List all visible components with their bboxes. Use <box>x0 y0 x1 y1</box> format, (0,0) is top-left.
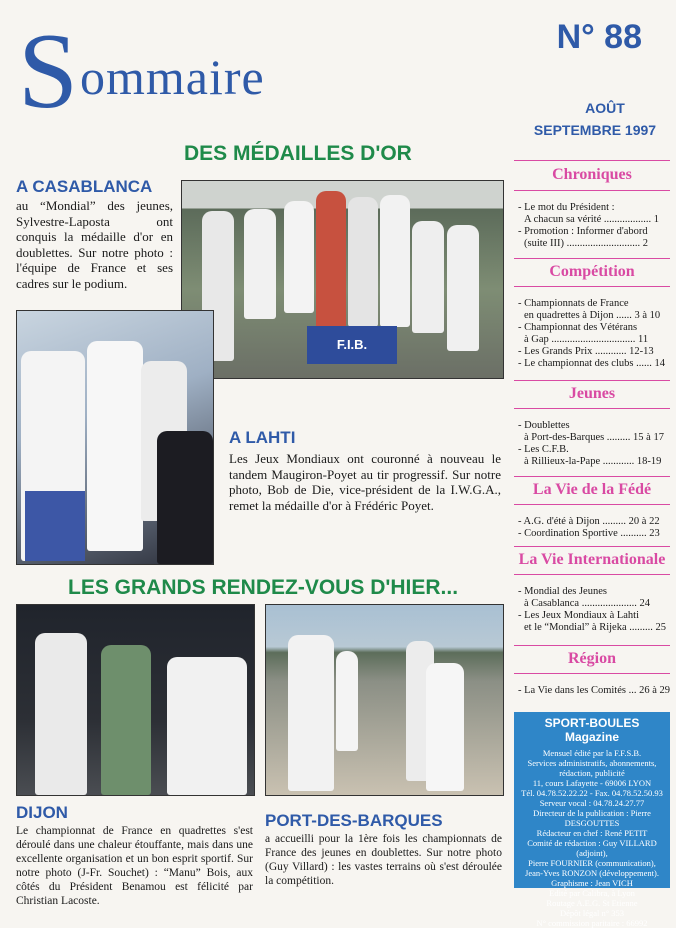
divider <box>514 380 670 381</box>
toc-line: - Mondial des Jeunes <box>518 586 607 597</box>
box-line: 11, cours Lafayette - 69006 LYON <box>532 778 652 788</box>
port-text: a accueilli pour la 1ère fois les championnats de France des jeunes en doublettes. Sur notre photo (Guy Villard) : les vastes terrains où s'est déroulée la compétition. <box>265 833 502 887</box>
toc-line: en quadrettes à Dijon ...... 3 à 10 <box>524 310 661 321</box>
box-line: rédaction, publicité <box>559 768 625 778</box>
toc-title-internationale: La Vie Internationale <box>518 551 666 568</box>
issue-month-year: SEPTEMBRE 1997 <box>533 122 657 138</box>
toc-line: (suite III) ............................ 2 <box>524 238 648 249</box>
divider <box>514 673 670 674</box>
toc-line: - Les C.F.B. <box>518 444 569 455</box>
divider <box>514 286 670 287</box>
dijon-heading: DIJON <box>16 803 68 822</box>
toc-line: à Casablanca ..................... 24 <box>524 598 650 609</box>
casablanca-text: au “Mondial” des jeunes, Sylvestre-Laposta ont conquis la médaille d'or en doublettes. Sur notre photo : l'équipe de France et ses cadres sur le podium. <box>16 198 173 291</box>
divider <box>514 645 670 646</box>
box-line: Services administratifs, abonnements, <box>527 758 657 768</box>
toc-line: et le “Mondial” à Rijeka ......... 25 <box>524 622 667 633</box>
casablanca-heading: A CASABLANCA <box>16 177 153 196</box>
box-line: Graphisme : Jean VICH <box>551 878 633 888</box>
divider <box>514 190 670 191</box>
box-line: Jean-Yves RONZON (développement). <box>525 868 659 878</box>
issue-month: AOÛT <box>585 100 625 116</box>
box-subtitle: Magazine <box>564 730 619 744</box>
lahti-heading: A LAHTI <box>229 428 296 447</box>
main-headline: DES MÉDAILLES D'OR <box>184 142 412 165</box>
box-line: Serveur vocal : 04.78.24.27.77 <box>539 798 645 808</box>
divider <box>514 504 670 505</box>
divider <box>514 546 670 547</box>
box-title: SPORT-BOULES <box>544 716 640 730</box>
toc-line: - Championnats de France <box>518 298 629 309</box>
box-line: Dépôt légal n° 353 <box>559 908 625 918</box>
toc-line: - A.G. d'été à Dijon ......... 20 à 22 <box>518 516 660 527</box>
box-line: Directeur de la publication : Pierre DESGOUTTES <box>533 808 651 828</box>
issue-number: N° 88 <box>556 18 642 56</box>
divider <box>514 258 670 259</box>
port-photo <box>265 604 504 796</box>
divider <box>514 574 670 575</box>
toc-jeunes <box>518 420 670 468</box>
toc-line: - Doublettes <box>518 420 570 431</box>
box-line: Tél. 04.78.52.22.22 - Fax. 04.78.52.50.93 <box>521 788 663 798</box>
toc-chroniques <box>518 202 670 250</box>
toc-line: à Rillieux-la-Pape ............ 18-19 <box>524 456 662 467</box>
toc-line: - Les Grands Prix ............ 12-13 <box>518 346 654 357</box>
podium-photo <box>181 180 504 379</box>
box-line: Rédacteur en chef : René PETIT <box>536 828 648 838</box>
box-line: Comité de rédaction : Guy VILLARD (adjoint), <box>527 838 657 858</box>
podium-banner: F.I.B. <box>307 326 397 364</box>
section-headline: LES GRANDS RENDEZ-VOUS D'HIER... <box>68 576 459 599</box>
box-line: Mensuel édité par la F.F.S.B. <box>542 748 642 758</box>
toc-line: à Port-des-Barques ......... 15 à 17 <box>524 432 664 443</box>
toc-line: - Promotion : Informer d'abord <box>518 226 648 237</box>
lahti-text: Les Jeux Mondiaux ont couronné à nouveau le tandem Maugiron-Poyet au tir progressif. Sur notre photo, Bob de Die, vice-président de la I.W.G.A., remet la médaille d'or à Frédéric Poyet. <box>229 451 501 513</box>
box-line: N° commission paritaire : 66992 <box>536 918 648 928</box>
divider <box>514 476 670 477</box>
toc-region <box>518 685 670 697</box>
box-line: Pierre FOURNIER (communication), <box>528 858 656 868</box>
toc-competition <box>518 298 670 370</box>
lahti-photo <box>16 310 214 565</box>
toc-line: - La Vie dans les Comités ... 26 à 29 <box>518 685 670 696</box>
dijon-photo <box>16 604 255 796</box>
toc-title-fede: La Vie de la Fédé <box>532 481 652 498</box>
toc-line: - Coordination Sportive .......... 23 <box>518 528 660 539</box>
dijon-text: Le championnat de France en quadrettes s'est déroulé dans une chaleur étouffante, mais dans une excellente organisation et un bon esprit sportif. Sur notre photo (J-Fr. Souchet) : “Manu” Bois, aux côtés du Président Benamou est félicité par Christian Lacoste. <box>16 825 253 907</box>
divider <box>514 408 670 409</box>
port-heading: PORT-DES-BARQUES <box>265 811 443 830</box>
title-rest: ommaire <box>80 49 265 105</box>
publisher-box <box>514 712 670 928</box>
toc-line: à Gap ................................ 11 <box>524 334 649 345</box>
divider <box>514 160 670 161</box>
box-line: Edité par Calibra, à Lyon <box>549 888 635 898</box>
toc-line: - Championnat des Vétérans <box>518 322 638 333</box>
toc-title-chroniques: Chroniques <box>552 166 632 183</box>
toc-internationale <box>518 586 670 634</box>
title-initial: S <box>18 12 79 131</box>
toc-line: A chacun sa vérité .................. 1 <box>524 214 660 225</box>
toc-title-competition: Compétition <box>549 263 635 280</box>
toc-line: - Le mot du Président : <box>518 202 615 213</box>
toc-title-region: Région <box>568 650 616 667</box>
toc-line: - Le championnat des clubs ...... 14 <box>518 358 665 369</box>
toc-line: - Les Jeux Mondiaux à Lahti <box>518 610 640 621</box>
toc-fede <box>518 516 670 540</box>
toc-title-jeunes: Jeunes <box>568 385 616 402</box>
box-line: Routage A.E.G. St Etienne <box>546 898 638 908</box>
